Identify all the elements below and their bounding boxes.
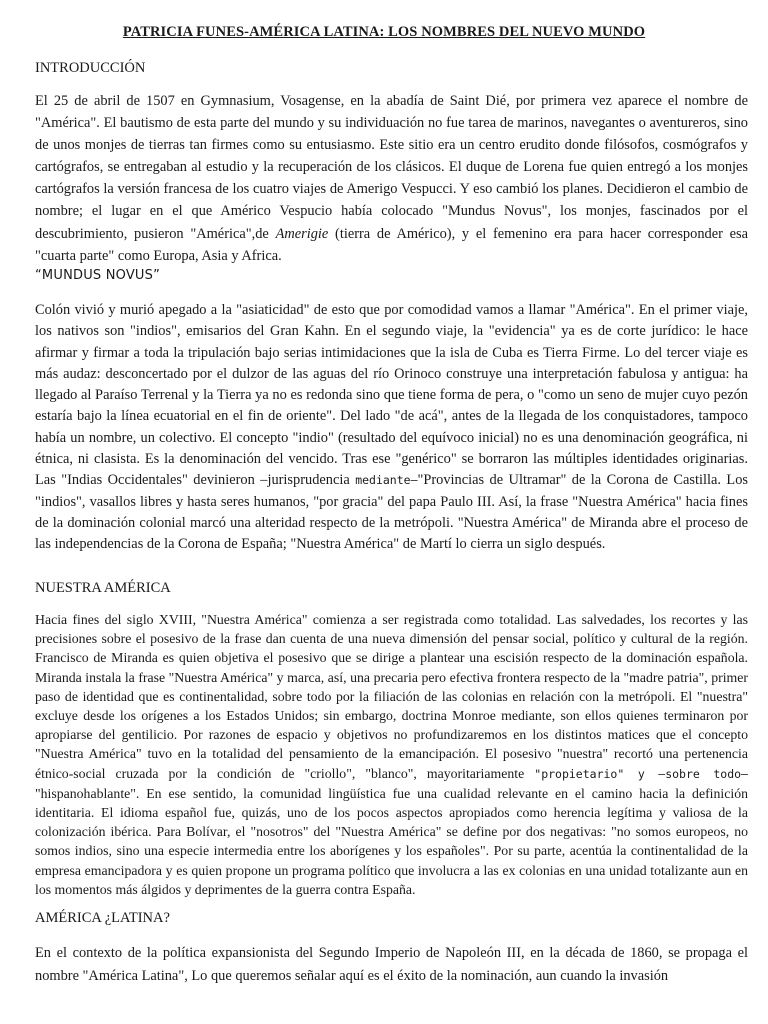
paragraph-mundus-novus [35,300,748,556]
paragraph-introduccion [35,90,748,267]
paragraph-text: El 25 de abril de 1507 en Gymnasium, Vosagense, en la abadía de Saint Dié, por primera vez aparece el nombre de "América". El bautismo de esta parte del mundo y su individuación no fue tarea de marinos, navegantes o aventureros, sino de unos monjes de tierras tan firmes como su entusiasmo. Este sitio era un centro erudito donde filósofos, cosmógrafos y cartógrafos, se entregaban al estudio y la recuperación de los clásicos. El duque de Lorena fue quien entregó a los monjes cartógrafos la versión francesa de los cuatro viajes de Amerigo Vespucci. Y eso cambió los planes. Decidieron el cambio de nombre; el lugar en el que Américo Vespucio había colocado "Mundus Novus", los monjes, fascinados por el descubrimiento, pusieron "América",de [35,93,748,242]
heading-nuestra-america: NUESTRA AMÉRICA [35,580,171,596]
typeset-fragment: mediante– [355,473,418,488]
typeset-fragment: "propietario" y –sobre todo– [534,766,748,781]
paragraph-nuestra-america [35,610,748,899]
paragraph-text: "Provincias de Ultramar" de la Corona de Castilla. Los "indios", vasallos libres y hasta seres humanos, "por gracia" del papa Paulo III. Así, la frase "Nuestra América" hacia fines de la dominación colonial marcó una alteridad respecto de la metrópoli. "Nuestra América" de Miranda abre el proceso de las independencias de la Corona de España; "Nuestra América" de Martí lo cierra un siglo después. [35,472,748,553]
heading-america-latina: AMÉRICA ¿LATINA? [35,910,170,926]
paragraph-text: Colón vivió y murió apegado a la "asiaticidad" de esto que por comodidad vamos a llamar "América". En el primer viaje, los nativos son "indios", emisarios del Gran Kahn. En el segundo viaje, la "evidencia" ya es de corte jurídico: le hace afirmar y firmar a toda la tripulación bajo serias intimidaciones que la isla de Cuba es Tierra Firme. Lo del tercer viaje es más audaz: desconcertado por el dulzor de las aguas del río Orinoco construye una interpretación fabulosa y antigua: ha llegado al Paraíso Terrenal y la Tierra ya no es redonda sino que tiene forma de pera, o "como un seno de mujer cuyo pezón estaría bajo la línea ecuatorial en el fin de oriente". Del lado "de acá", antes de la llegada de los conquistadores, tampoco había un nombre, un colectivo. El concepto "indio" (resultado del equívoco inicial) no es una denominación geográfica, ni étnica, ni clasista. Es la denominación del vencido. Tras ese "genérico" se borraron las múltiples identidades originarias. Las "Indias Occidentales" devinieron –jurisprudencia [35,302,748,489]
heading-mundus-novus: “MUNDUS NOVUS” [35,268,161,283]
paragraph-america-latina: En el contexto de la política expansionista del Segundo Imperio de Napoleón III, en la década de 1860, se propaga el nombre "América Latina", Lo que queremos señalar aquí es el éxito de la nominación, aun cuando la invasión [35,945,748,984]
paragraph-text: Hacia fines del siglo XVIII, "Nuestra América" comienza a ser registrada como totalidad. Las salvedades, los recortes y las precisiones sobre el posesivo de la frase dan cuenta de una nueva dimensión del pensar social, político y cultural de la región. Francisco de Miranda es quien objetiva el posesivo que se dirige a plantear una escisión respecto de la dominación española. Miranda instala la frase "Nuestra América" y marca, así, una precaria pero efectiva frontera respecto de la "madre patria", primer paso de identidad que es continentalidad, sobre todo por la filiación de las colonias en relación con la metrópoli. El "nuestra" excluye desde los orígenes a los Estados Unidos; sin embargo, doctrina Monroe mediante, son ellos quienes terminaron por apropiarse del gentilicio. Por razones de espacio y objetivos no profundizaremos en los distintos matices que el concepto "Nuestra América" tuvo en la totalidad del pensamiento de la emancipación. El posesivo "nuestra" recortó una pertenencia étnico-social cruzada por la condición de "criollo", "blanco", mayoritariamente [35,612,748,781]
heading-introduccion: INTRODUCCIÓN [35,60,146,76]
paragraph-text: "hispanohablante". En ese sentido, la comunidad lingüística fue una cualidad relevante en el camino hacia la definición identitaria. El idioma español fue, quizás, uno de los pocos aspectos apropiados como herencia legítima y valiosa de la colonización ibérica. Para Bolívar, el "nosotros" del "Nuestra América" se define por dos negativas: "no somos europeos, no somos indios, sino una especie intermedia entre los aborígenes y los españoles". Por su parte, acentúa la continentalidad de la empresa emancipadora y es quien propone un programa político que involucra a las ex colonias en una unidad totalizante aun en los momentos más álgidos y deprimentes de la guerra contra España. [35,785,748,897]
document-title: PATRICIA FUNES-AMÉRICA LATINA: LOS NOMBRES DEL NUEVO MUNDO [122,24,646,40]
paragraph-text: (tierra de Américo), y el femenino era para hacer corresponder esa "cuarta parte" como Europa, Asia y Africa. [35,225,748,264]
emphasis-amerigie: Amerigie [275,225,329,242]
